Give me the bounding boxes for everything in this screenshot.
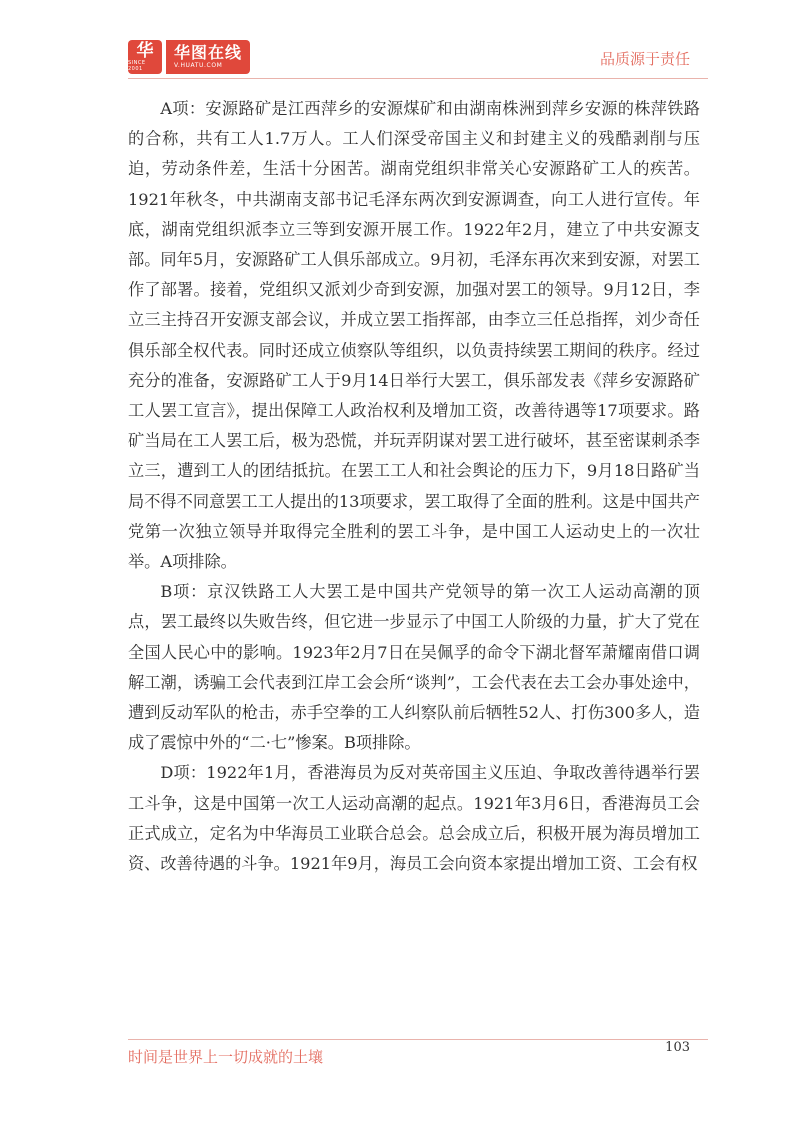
paragraph-option-d: D项：1922年1月，香港海员为反对英帝国主义压迫、争取改善待遇举行罢工斗争，这是中国第一次工人运动高潮的起点。1921年3月6日，香港海员工会正式成立，定名为中华海员工业联合总会。总会成立后，积极开展为海员增加工资、改善待遇的斗争。1921年9月，海员工会向资本家提出增加工资、工会有权 <box>128 763 700 874</box>
logo-since: SINCE 2001 <box>128 60 146 72</box>
page-header <box>0 0 800 80</box>
page-number: 103 <box>665 1040 690 1055</box>
header-slogan: 品质源于责任 <box>599 50 690 68</box>
huatu-logo <box>128 40 250 74</box>
brand-name: 华图在线 <box>174 43 243 62</box>
paragraph-option-a: A项：安源路矿是江西萍乡的安源煤矿和由湖南株洲到萍乡安源的株萍铁路的合称，共有工人1.7万人。工人们深受帝国主义和封建主义的残酷剥削与压迫，劳动条件差，生活十分困苦。湖南党组织非常关心安源路矿工人的疾苦。1921年秋冬，中共湖南支部书记毛泽东两次到安源调查，向工人进行宣传。年底，湖南党组织派李立三等到安源开展工作。1922年2月，建立了中共安源支部。同年5月，安源路矿工人俱乐部成立。9月初，毛泽东再次来到安源，对罢工作了部署。接着，党组织又派刘少奇到安源，加强对罢工的领导。9月12日，李立三主持召开安源支部会议，并成立罢工指挥部，由李立三任总指挥，刘少奇任俱乐部全权代表。同时还成立侦察队等组织，以负责持续罢工期间的秩序。经过充分的准备，安源路矿工人于9月14日举行大罢工，俱乐部发表《萍乡安源路矿工人罢工宣言》，提出保障工人政治权利及增加工资，改善待遇等17项要求。路矿当局在工人罢工后，极为恐慌，并玩弄阴谋对罢工进行破坏，甚至密谋刺杀李立三，遭到工人的团结抵抗。在罢工工人和社会舆论的压力下，9月18日路矿当局不得不同意罢工工人提出的13项要求，罢工取得了全面的胜利。这是中国共产党第一次独立领导并取得完全胜利的罢工斗争，是中国工人运动史上的一次壮举。A项排除。 <box>128 99 700 572</box>
logo-text <box>166 40 250 74</box>
paragraph-option-b: B项：京汉铁路工人大罢工是中国共产党领导的第一次工人运动高潮的顶点，罢工最终以失败告终，但它进一步显示了中国工人阶级的力量，扩大了党在全国人民心中的影响。1923年2月7日在吴佩孚的命令下湖北督军萧耀南借口调解工潮，诱骗工会代表到江岸工会会所“谈判”，工会代表在去工会办事处途中，遭到反动军队的枪击，赤手空拳的工人纠察队前后牺牲52人、打伤300多人，造成了震惊中外的“二·七”惨案。B项排除。 <box>128 582 700 753</box>
header-divider <box>128 78 708 79</box>
footer-slogan: 时间是世界上一切成就的土壤 <box>128 1048 324 1066</box>
logo-glyph: 华 <box>136 41 154 61</box>
footer-divider <box>128 1039 708 1040</box>
logo-mark-icon <box>128 40 162 74</box>
brand-url: V.HUATU.COM <box>174 62 223 69</box>
document-body <box>128 94 700 879</box>
